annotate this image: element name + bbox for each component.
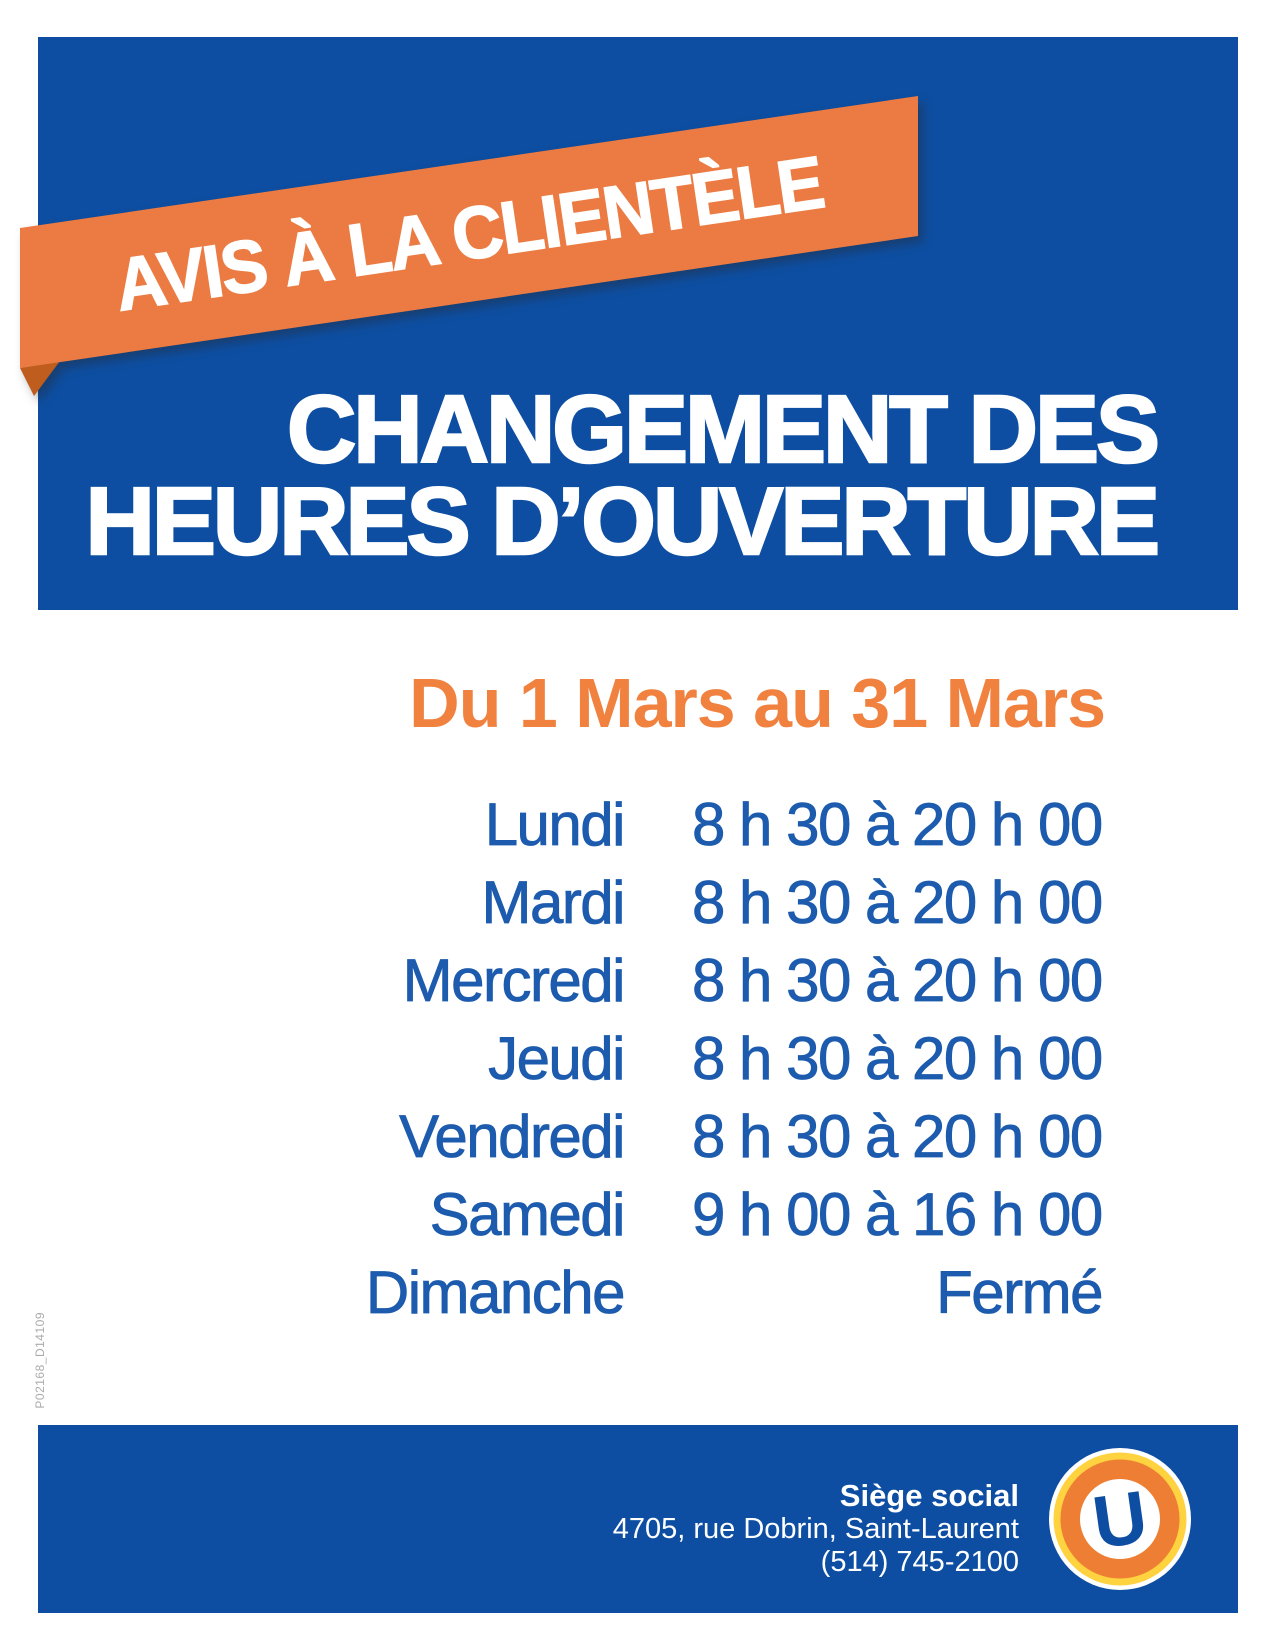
schedule-row [280, 1254, 1102, 1332]
footer-title: Siège social [839, 1478, 1019, 1513]
hours-value: 8 h 30 à 20 h 00 [692, 791, 1102, 858]
day-label: Lundi [484, 791, 624, 858]
day-label: Mardi [481, 869, 624, 936]
schedule-row [280, 864, 1102, 942]
hours-value: 8 h 30 à 20 h 00 [692, 947, 1102, 1014]
footer-contact [613, 1478, 1019, 1579]
hours-value: 8 h 30 à 20 h 00 [692, 1025, 1102, 1092]
ribbon-label: AVIS À LA CLIENTÈLE [109, 139, 829, 327]
schedule-row [280, 1176, 1102, 1254]
day-label: Samedi [429, 1181, 624, 1248]
schedule-row [280, 942, 1102, 1020]
schedule-row [280, 1098, 1102, 1176]
headline [85, 376, 1157, 575]
logo-u-letter: U [1087, 1474, 1153, 1565]
period-label: Du 1 Mars au 31 Mars [409, 664, 1105, 742]
production-code: P02168_D14109 [33, 1312, 47, 1409]
hours-value: 8 h 30 à 20 h 00 [692, 1103, 1102, 1170]
footer-phone: (514) 745-2100 [820, 1546, 1019, 1578]
schedule-table [280, 786, 1102, 1332]
hours-value: 9 h 00 à 16 h 00 [692, 1181, 1102, 1248]
headline-line2: HEURES D’OUVERTURE [85, 468, 1157, 575]
day-label: Mercredi [402, 947, 624, 1014]
schedule-row [280, 1020, 1102, 1098]
footer-address: 4705, rue Dobrin, Saint-Laurent [612, 1513, 1019, 1545]
headline-line1: CHANGEMENT DES [286, 376, 1157, 483]
hours-value: 8 h 30 à 20 h 00 [692, 869, 1102, 936]
day-label: Vendredi [399, 1103, 624, 1170]
day-label: Jeudi [488, 1025, 624, 1092]
schedule-row [280, 786, 1102, 864]
brand-logo [1049, 1448, 1191, 1590]
hours-value: Fermé [936, 1259, 1102, 1326]
day-label: Dimanche [365, 1259, 624, 1326]
